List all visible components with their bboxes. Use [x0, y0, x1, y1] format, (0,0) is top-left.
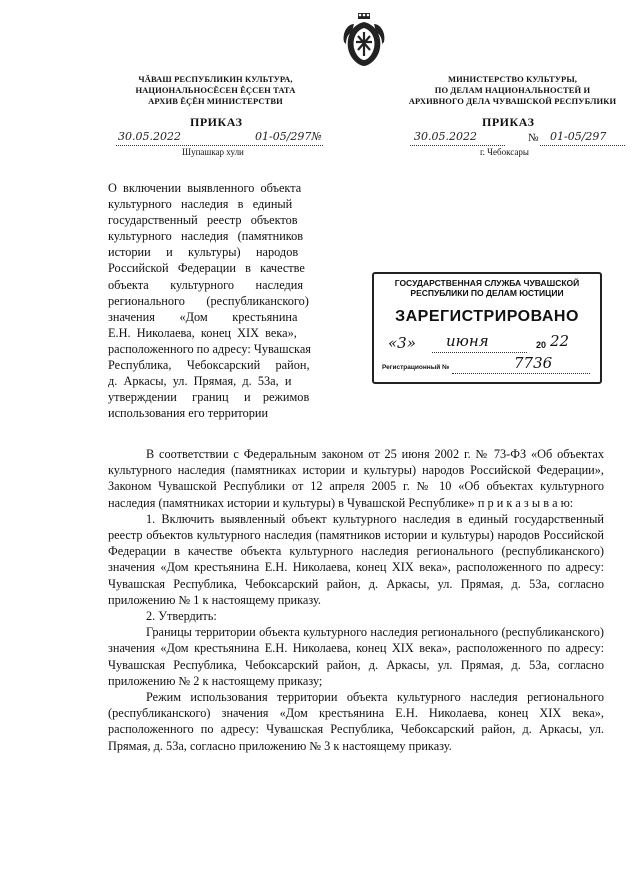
stamp-status: ЗАРЕГИСТРИРОВАНО	[395, 308, 579, 325]
order-number-right: 01-05/297	[550, 130, 607, 143]
city-russian: г. Чебоксары	[480, 147, 529, 157]
ministry-line: МИНИСТЕРСТВО КУЛЬТУРЫ,	[447, 74, 578, 84]
stamp-month: июня	[446, 332, 489, 350]
city-chuvash: Шупашкар хули	[182, 147, 244, 157]
title-line: культурного наследия (памятников	[108, 229, 304, 244]
ministry-line: АРХИВ ĔÇĔН МИНИСТЕРСТВИ	[148, 96, 283, 106]
order-date-line-right	[410, 130, 625, 148]
title-line: О включении выявленного объекта	[108, 181, 302, 195]
stamp-year-prefix: 20	[536, 340, 547, 350]
order-date-line-left	[108, 130, 323, 148]
stamp-org-line: ГОСУДАРСТВЕННАЯ СЛУЖБА ЧУВАШСКОЙ	[394, 278, 580, 288]
title-line: использования его территории	[108, 406, 269, 421]
ministry-line: АРХИВНОГО ДЕЛА ЧУВАШСКОЙ РЕСПУБЛИКИ	[408, 96, 617, 106]
title-line: государственный реестр объектов	[108, 213, 298, 228]
body-preamble: В соответствии с Федеральным законом от 25 июня 2002 г. № 73-ФЗ «Об объектах культурного наследия (памятниках истории и культуры) народов Российской Федерации», Законом Чувашской Республики от 12 апреля 2005 г. № 10 «Об объектах культурного наследия (памятниках истории и культуры) в Чувашской Республике» п р и к а з ы в а ю:	[108, 447, 604, 510]
body-item-2-regime: Режим использования территории объекта культурного наследия регионального (республиканского) значения «Дом крестьянина Е.Н. Николаева, конец XIX века», расположенного по адресу: Чувашская Республика, Чебоксарский район, д. Аркасы, ул. Прямая, д. 53а, согласно приложению № 3 к настоящему приказу.	[108, 690, 604, 753]
registration-stamp	[372, 272, 602, 384]
order-date-right: 30.05.2022	[414, 130, 477, 143]
ministry-line: ЧĂВАШ РЕСПУБЛИКИН КУЛЬТУРА,	[138, 74, 293, 84]
stamp-day: «3»	[388, 334, 416, 352]
title-line: значения «Дом крестьянина	[108, 309, 298, 324]
body-item-2-borders: Границы территории объекта культурного наследия регионального (республиканского) значения «Дом крестьянина Е.Н. Николаева, конец XIX века», расположенного по адресу: Чувашская Республика, Чебоксарский район, д. Аркасы, ул. Прямая, д. 53а, согласно приложению № 2 к настоящему приказу;	[108, 625, 604, 688]
order-date-left: 30.05.2022	[118, 130, 181, 143]
title-line: Российской Федерации в качестве	[108, 261, 305, 276]
order-body	[108, 446, 604, 754]
ministry-name-russian	[400, 74, 625, 107]
title-line: утверждении границ и режимов	[108, 390, 310, 405]
order-title	[108, 180, 338, 421]
stamp-reg-number: 7736	[514, 354, 553, 372]
number-sign: №	[528, 132, 539, 144]
ministry-line: ПО ДЕЛАМ НАЦИОНАЛЬНОСТЕЙ И	[434, 85, 591, 95]
coat-of-arms-emblem	[340, 12, 388, 68]
title-line: объекта культурного наследия	[108, 277, 303, 292]
order-label-left: ПРИКАЗ	[190, 115, 243, 129]
stamp-org-name	[374, 278, 600, 298]
title-line: д. Аркасы, ул. Прямая, д. 53а, и	[108, 374, 292, 389]
body-item-2: 2. Утвердить:	[146, 609, 217, 624]
order-label-right: ПРИКАЗ	[482, 115, 535, 129]
stamp-year-suffix: 22	[550, 332, 570, 350]
title-line: истории и культуры) народов	[108, 245, 299, 260]
title-line: регионального (республиканского)	[108, 293, 309, 308]
ministry-line: НАЦИОНАЛЬНОСĔСЕН ĔÇСЕН ТАТА	[135, 85, 296, 95]
ministry-name-chuvash	[108, 74, 323, 107]
body-item-1: 1. Включить выявленный объект культурного наследия в единый государственный реестр объектов культурного наследия (памятников истории и культуры) народов Российской Федерации в качестве объекта культурного наследия регионального (республиканского) значения «Дом крестьянина Е.Н. Николаева, конец XIX века», расположенного по адресу: Чувашская Республика, Чебоксарский район, д. Аркасы, ул. Прямая, д. 53а, согласно приложению № 1 к настоящему приказу.	[108, 511, 604, 607]
stamp-reg-label: Регистрационный №	[382, 364, 450, 371]
title-line: расположенного по адресу: Чувашская	[108, 341, 311, 356]
title-line: Е.Н. Николаева, конец XIX века»,	[108, 325, 297, 340]
title-line: Республика, Чебоксарский район,	[108, 358, 310, 373]
order-number-left: 01-05/297№	[255, 130, 322, 143]
title-line: культурного наследия в единый	[108, 197, 293, 212]
stamp-org-line: РЕСПУБЛИКИ ПО ДЕЛАМ ЮСТИЦИИ	[410, 288, 564, 298]
